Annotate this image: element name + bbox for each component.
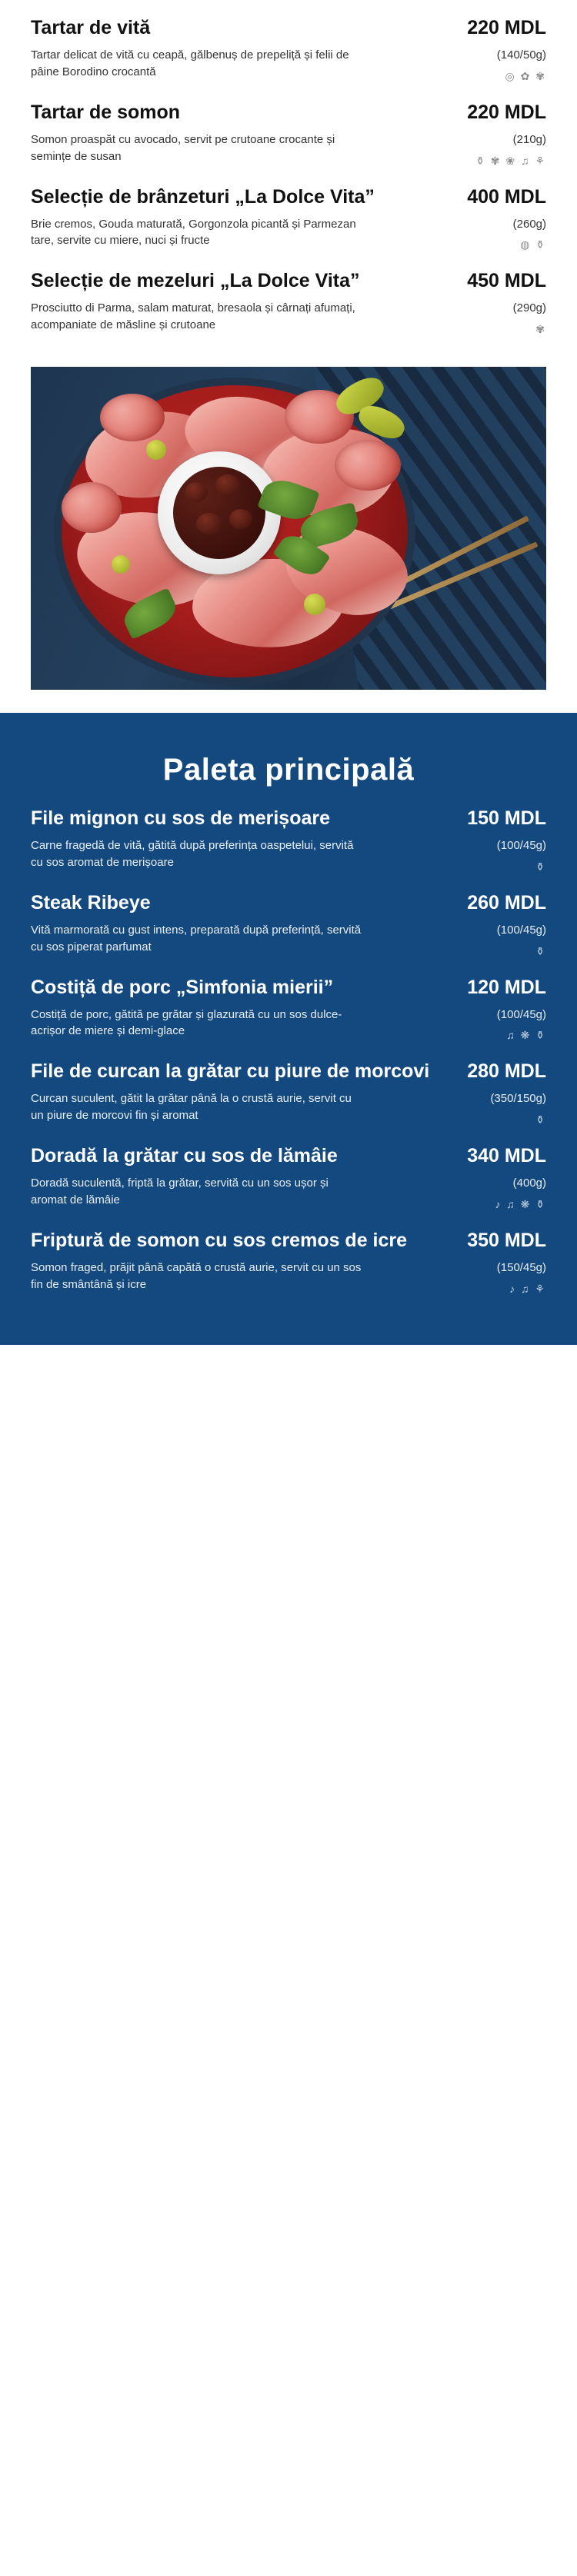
menu-item (31, 807, 546, 872)
menu-item-description: Curcan suculent, gătit la grătar până la o crustă aurie, servit cu un piure de morcovi fin și aromat (31, 1092, 352, 1122)
menu-item (31, 1060, 546, 1125)
menu-item-meta (454, 1007, 546, 1041)
photo-salami-slice (62, 482, 122, 533)
menu-item-name: File mignon cu sos de merișoare (31, 807, 331, 829)
menu-item (31, 102, 546, 166)
menu-item-meta (454, 1175, 546, 1210)
menu-item-name: Selecție de mezeluri „La Dolce Vita” (31, 270, 360, 292)
menu-item-body (31, 47, 546, 82)
menu-item-weight: (400g) (512, 1177, 546, 1190)
menu-item-description: Vită marmorată cu gust intens, preparată după preferință, servită cu sos piperat parfumat (31, 923, 362, 954)
menu-item-price: 150 MDL (467, 807, 546, 829)
menu-item-name: Costiță de porc „Simfonia mierii” (31, 976, 334, 998)
allergen-icons: ✾ (535, 323, 546, 335)
menu-item-header (31, 1145, 546, 1168)
menu-item-price: 120 MDL (467, 976, 546, 998)
menu-item-header (31, 1230, 546, 1253)
menu-item-name: Tartar de vită (31, 17, 151, 38)
menu-item-header (31, 892, 546, 915)
menu-item (31, 270, 546, 334)
allergen-icons: ⚱ ✾ ❀ ♫ ⚘ (475, 154, 546, 167)
menu-item-meta (454, 1260, 546, 1294)
menu-item-meta (454, 47, 546, 82)
menu-item-header (31, 102, 546, 125)
photo-olive (229, 509, 252, 529)
photo-green-olive (146, 440, 166, 460)
menu-item-name: Doradă la grătar cu sos de lămâie (31, 1145, 338, 1167)
menu-item (31, 977, 546, 1041)
menu-item-description: Brie cremos, Gouda maturată, Gorgonzola picantă și Parmezan tare, servite cu miere, nuci și fructe (31, 217, 356, 248)
menu-item-weight: (100/45g) (496, 1007, 546, 1021)
menu-item-body (31, 922, 546, 957)
menu-item-weight: (100/45g) (496, 923, 546, 937)
photo-olive (215, 474, 240, 496)
menu-item-price: 400 MDL (467, 185, 546, 208)
menu-item-description: Carne fragedă de vită, gătită după preferința oaspetelui, servită cu sos aromat de merișoare (31, 839, 354, 869)
menu-item-description: Tartar delicat de vită cu ceapă, gălbenuș de prepeliță și felii de pâine Borodino crocantă (31, 48, 349, 78)
charcuterie-platter-photo (31, 367, 546, 690)
menu-item-header (31, 807, 546, 830)
menu-item-description: Somon proaspăt cu avocado, servit pe crutoane crocante și semințe de susan (31, 132, 335, 163)
menu-item-body (31, 300, 546, 334)
allergen-icons: ◍ ⚱ (520, 238, 546, 251)
allergen-icons: ⚱ (535, 860, 546, 873)
menu-item-price: 450 MDL (467, 270, 546, 292)
allergen-icons: ◎ ✿ ✾ (505, 69, 546, 82)
menu-item-price: 260 MDL (467, 891, 546, 914)
photo-green-olive (304, 594, 325, 615)
menu-item-price: 340 MDL (467, 1145, 546, 1167)
photo-olive (196, 513, 222, 534)
menu-item-weight: (350/150g) (490, 1092, 546, 1106)
menu-item-header (31, 1060, 546, 1083)
menu-item-price: 280 MDL (467, 1060, 546, 1083)
menu-item-weight: (100/45g) (496, 839, 546, 852)
menu-item (31, 17, 546, 82)
menu-item-body (31, 1007, 546, 1041)
menu-item-meta (454, 837, 546, 872)
menu-item-name: Steak Ribeye (31, 891, 151, 914)
menu-item-body (31, 1175, 546, 1210)
menu-item-body (31, 1090, 546, 1125)
main-courses-section (0, 713, 577, 1345)
menu-item-weight: (260g) (512, 217, 546, 231)
menu-item-weight: (290g) (512, 301, 546, 315)
menu-item-header (31, 270, 546, 293)
menu-item-description: Costiță de porc, gătită pe grătar și glazurată cu un sos dulce-acrișor de miere și demi-glace (31, 1007, 342, 1038)
menu-item-body (31, 131, 546, 166)
allergen-icons: ⚱ (535, 1113, 546, 1126)
menu-item-description: Doradă suculentă, friptă la grătar, servită cu un sos ușor și aromat de lămâie (31, 1177, 329, 1206)
menu-item-meta (454, 216, 546, 251)
menu-item-body (31, 216, 546, 251)
menu-item-name: Friptură de somon cu sos cremos de icre (31, 1229, 408, 1251)
photo-olive (185, 482, 208, 502)
menu-item (31, 1145, 546, 1210)
menu-item-price: 350 MDL (467, 1229, 546, 1251)
menu-item-description: Somon fraged, prăjit până capătă o crustă aurie, servit cu un sos fin de smântână și icre (31, 1260, 362, 1291)
photo-green-olive (112, 555, 130, 574)
allergen-icons: ♫ ❋ ⚱ (506, 1029, 546, 1042)
menu-item-meta (454, 922, 546, 957)
allergen-icons: ♪ ♫ ⚘ (509, 1282, 546, 1295)
menu-item-meta (454, 1090, 546, 1125)
menu-item-meta (454, 131, 546, 166)
menu-item-price: 220 MDL (467, 101, 546, 123)
photo-salami-slice (100, 394, 165, 441)
appetizers-section (0, 0, 577, 334)
section-title: Paleta principală (162, 753, 415, 787)
menu-item-body (31, 1260, 546, 1294)
menu-item (31, 892, 546, 957)
menu-item-header (31, 17, 546, 40)
menu-item-meta (454, 300, 546, 334)
menu-item-name: File de curcan la grătar cu piure de morcovi (31, 1060, 430, 1083)
menu-item-header (31, 186, 546, 209)
menu-item-weight: (140/50g) (496, 48, 546, 62)
menu-item-name: Tartar de somon (31, 101, 181, 123)
menu-item (31, 1230, 546, 1294)
allergen-icons: ♪ ♫ ❋ ⚱ (495, 1197, 546, 1210)
menu-item-description: Prosciutto di Parma, salam maturat, bresaola și cârnați afumați, acompaniate de măsline și crutoane (31, 301, 355, 331)
menu-item-header (31, 977, 546, 1000)
menu-item-weight: (150/45g) (496, 1260, 546, 1274)
allergen-icons: ⚱ (535, 944, 546, 957)
menu-item-body (31, 837, 546, 872)
menu-item-price: 220 MDL (467, 17, 546, 38)
menu-item (31, 186, 546, 251)
dish-photo-container (0, 354, 577, 713)
menu-item-weight: (210g) (512, 132, 546, 146)
menu-item-name: Selecție de brânzeturi „La Dolce Vita” (31, 185, 375, 208)
photo-salami-slice (335, 440, 401, 491)
